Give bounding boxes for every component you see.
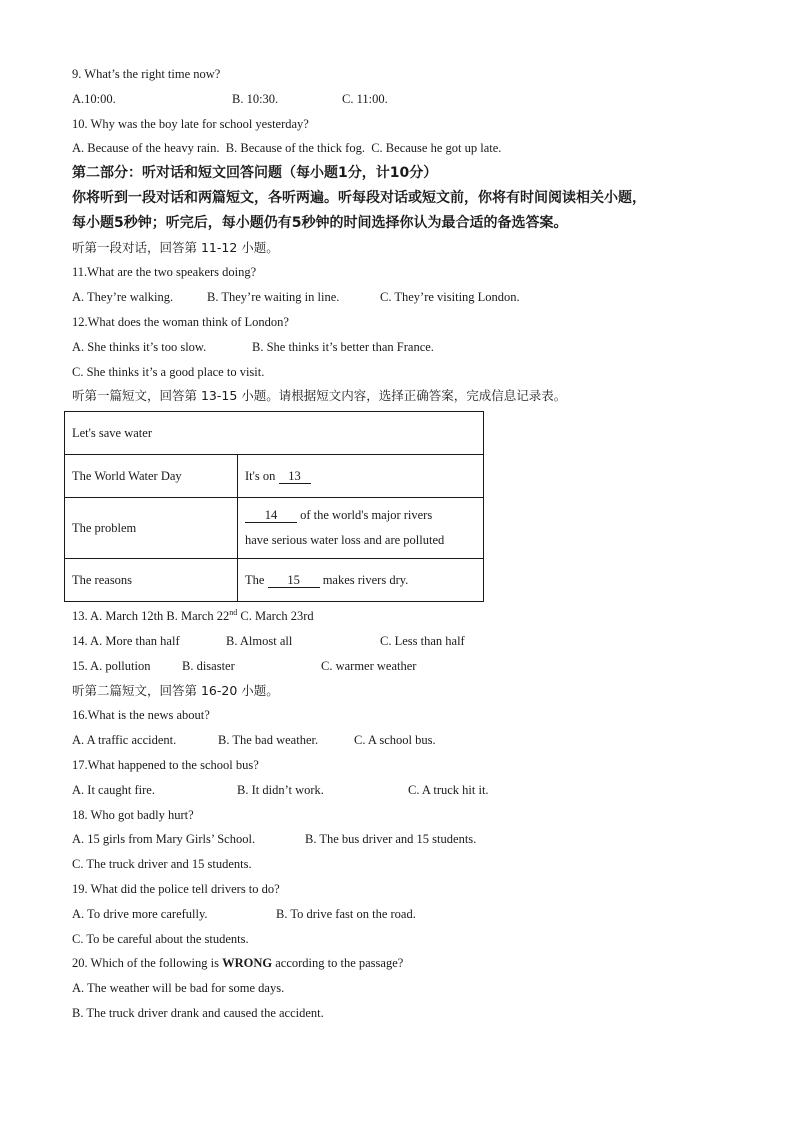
q18-options-ab bbox=[72, 827, 752, 852]
q11-question: 11.What are the two speakers doing? bbox=[72, 265, 257, 280]
q16-option-c: C. A school bus. bbox=[354, 733, 436, 748]
q12-option-c: C. She thinks it’s a good place to visit. bbox=[72, 364, 265, 379]
q20-question bbox=[72, 951, 752, 976]
cell-text: makes rivers dry. bbox=[319, 572, 409, 587]
q12-option-a: A. She thinks it’s too slow. bbox=[72, 339, 207, 354]
q10-options bbox=[72, 136, 752, 161]
table-row bbox=[65, 412, 484, 455]
q19-question: 19. What did the police tell drivers to do? bbox=[72, 881, 280, 896]
q14-option-a: 14. A. More than half bbox=[72, 633, 180, 648]
q13-superscript: nd bbox=[229, 608, 238, 617]
table-row bbox=[65, 455, 484, 498]
blank-14: 14 bbox=[245, 508, 297, 523]
q9-question: 9. What’s the right time now? bbox=[72, 67, 221, 81]
q9-option-c: C. 11:00. bbox=[342, 91, 388, 106]
q15-option-b: B. disaster bbox=[182, 658, 235, 673]
q19-options-ab bbox=[72, 902, 752, 927]
q12-option-b: B. She thinks it’s better than France. bbox=[252, 339, 434, 354]
blank-15: 15 bbox=[268, 573, 320, 588]
q11-option-c: C. They’re visiting London. bbox=[380, 290, 520, 305]
q16-options bbox=[72, 728, 752, 753]
q9-option-b: B. 10:30. bbox=[232, 91, 279, 106]
table-row bbox=[65, 498, 484, 559]
cell-text: have serious water loss and are polluted bbox=[245, 533, 445, 548]
exam-page bbox=[72, 62, 752, 1026]
q14-option-c: C. Less than half bbox=[380, 633, 465, 648]
q13-text-c: C. March 23rd bbox=[237, 609, 314, 624]
q10-option-a: A. Because of the heavy rain. bbox=[72, 141, 220, 156]
q9-option-a: A.10:00. bbox=[72, 91, 116, 106]
q20-option-a: A. The weather will be bad for some days. bbox=[72, 981, 285, 996]
section1-instruction: 听第一段对话，回答第 11-12 小题。 bbox=[72, 239, 279, 255]
q15-option-a: 15. A. pollution bbox=[72, 658, 151, 673]
q11-option-b: B. They’re waiting in line. bbox=[207, 290, 340, 305]
q9-options bbox=[72, 87, 752, 112]
q18-option-a: A. 15 girls from Mary Girls’ School. bbox=[72, 832, 256, 847]
q17-question: 17.What happened to the school bus? bbox=[72, 757, 259, 772]
cell-text: It's on bbox=[245, 468, 279, 483]
q16-option-b: B. The bad weather. bbox=[218, 733, 319, 748]
cell-text: of the world's major rivers bbox=[297, 508, 433, 523]
q13-options bbox=[72, 604, 752, 629]
q14-options bbox=[72, 629, 752, 654]
q15-option-c: C. warmer weather bbox=[321, 658, 417, 673]
q11-option-a: A. They’re walking. bbox=[72, 290, 174, 305]
q15-options bbox=[72, 654, 752, 679]
info-record-table bbox=[64, 411, 484, 602]
q11-options bbox=[72, 285, 752, 310]
q14-option-b: B. Almost all bbox=[226, 633, 293, 648]
q20-option-b: B. The truck driver drank and caused the accident. bbox=[72, 1005, 324, 1020]
q18-option-c: C. The truck driver and 15 students. bbox=[72, 857, 252, 872]
q17-option-c: C. A truck hit it. bbox=[408, 782, 489, 797]
q19-option-c: C. To be careful about the students. bbox=[72, 931, 249, 946]
q16-option-a: A. A traffic accident. bbox=[72, 733, 177, 748]
q20-text-end: according to the passage? bbox=[272, 956, 404, 971]
q10-option-b: B. Because of the thick fog. bbox=[225, 141, 365, 156]
table-label-reasons: The reasons bbox=[65, 559, 238, 602]
cell-text: The bbox=[245, 572, 268, 587]
q20-text: 20. Which of the following is bbox=[72, 956, 223, 971]
table-title: Let's save water bbox=[65, 412, 484, 455]
q16-question: 16.What is the news about? bbox=[72, 708, 210, 723]
q10-option-c: C. Because he got up late. bbox=[371, 141, 502, 156]
table-label-water-day: The World Water Day bbox=[65, 455, 238, 498]
part2-heading: 第二部分：听对话和短文回答问题（每小题1分，计10分） bbox=[72, 165, 438, 182]
table-cell-reasons bbox=[238, 559, 484, 602]
q17-option-a: A. It caught fire. bbox=[72, 782, 155, 797]
q12-question: 12.What does the woman think of London? bbox=[72, 314, 289, 329]
q12-options-ab bbox=[72, 335, 752, 360]
table-row bbox=[65, 559, 484, 602]
section2-instruction: 听第一篇短文，回答第 13-15 小题。请根据短文内容，选择正确答案，完成信息记录表。 bbox=[72, 388, 567, 404]
q19-option-a: A. To drive more carefully. bbox=[72, 906, 208, 921]
table-label-problem: The problem bbox=[65, 498, 238, 559]
q10-question: 10. Why was the boy late for school yesterday? bbox=[72, 116, 309, 131]
q18-option-b: B. The bus driver and 15 students. bbox=[305, 832, 477, 847]
q13-text: 13. A. March 12th B. March 22 bbox=[72, 609, 230, 624]
q17-option-b: B. It didn’t work. bbox=[237, 782, 324, 797]
q20-emphasis: WRONG bbox=[222, 956, 273, 971]
q19-option-b: B. To drive fast on the road. bbox=[276, 906, 416, 921]
section3-instruction: 听第二篇短文，回答第 16-20 小题。 bbox=[72, 682, 279, 698]
part2-instruction-2: 每小题5秒钟；听完后，每小题仍有5秒钟的时间选择你认为最合适的备选答案。 bbox=[72, 214, 568, 231]
table-cell-water-day bbox=[238, 455, 484, 498]
q18-question: 18. Who got badly hurt? bbox=[72, 807, 194, 822]
table-cell-problem bbox=[238, 498, 484, 559]
blank-13: 13 bbox=[279, 469, 311, 484]
q17-options bbox=[72, 778, 752, 803]
part2-instruction-1: 你将听到一段对话和两篇短文，各听两遍。听每段对话或短文前，你将有时间阅读相关小题， bbox=[72, 189, 646, 206]
